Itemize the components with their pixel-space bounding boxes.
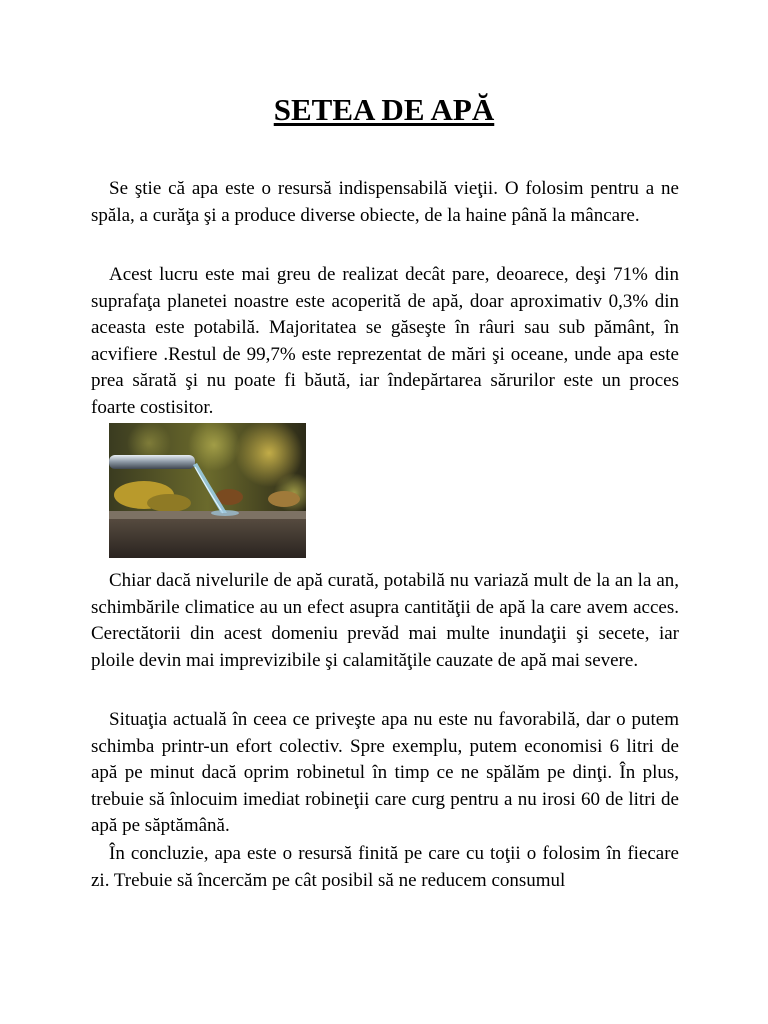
paragraph-conclusion: În concluzie, apa este o resursă finită pe care cu toţii o folosim în fiecare zi. Trebuie să încercăm pe cât posibil să ne reducem consumul (91, 843, 679, 891)
document-title: SETEA DE APĂ (273, 92, 495, 127)
paragraph-climate-change: Chiar dacă nivelurile de apă curată, potabilă nu variază mult de la an la an, schimbările climatice au un efect asupra cantităţii de apă la care avem acces. Cerectătorii din acest domeniu prevăd mai multe inundaţii şi secete, iar ploile devin mai imprevizibile şi calamităţile cauzate de apă mai severe. (91, 570, 679, 671)
paragraph-current-situation: Situaţia actuală în ceea ce priveşte apa nu este nu favorabilă, dar o putem schimba printr-un efort colectiv. Spre exemplu, putem economisi 6 litri de apă pe minut dacă oprim robinetul în timp ce ne spălăm pe dinţi. În plus, trebuie să înlocuim imediat robineţii care curg pentru a nu irosi 60 de litri de apă pe săptămână. (91, 709, 679, 836)
paragraph-potable-water: Acest lucru este mai greu de realizat decât pare, deoarece, deşi 71% din suprafaţa planetei noastre este acoperită de apă, doar aproximativ 0,3% din aceasta este potabilă. Majoritatea se găseşte în râuri sau sub pământ, în acvifiere .Restul de 99,7% este reprezentat de mări şi oceane, unde apa este prea sărată şi nu poate fi băută, iar îndepărtarea sărurilor este un proces foarte costisitor. (91, 264, 679, 418)
water-tap-photo (109, 423, 306, 558)
paragraph-intro: Se ştie că apa este o resursă indispensabilă vieţii. O folosim pentru a ne spăla, a curăţa şi a produce diverse obiecte, de la haine până la mâncare. (91, 178, 679, 226)
